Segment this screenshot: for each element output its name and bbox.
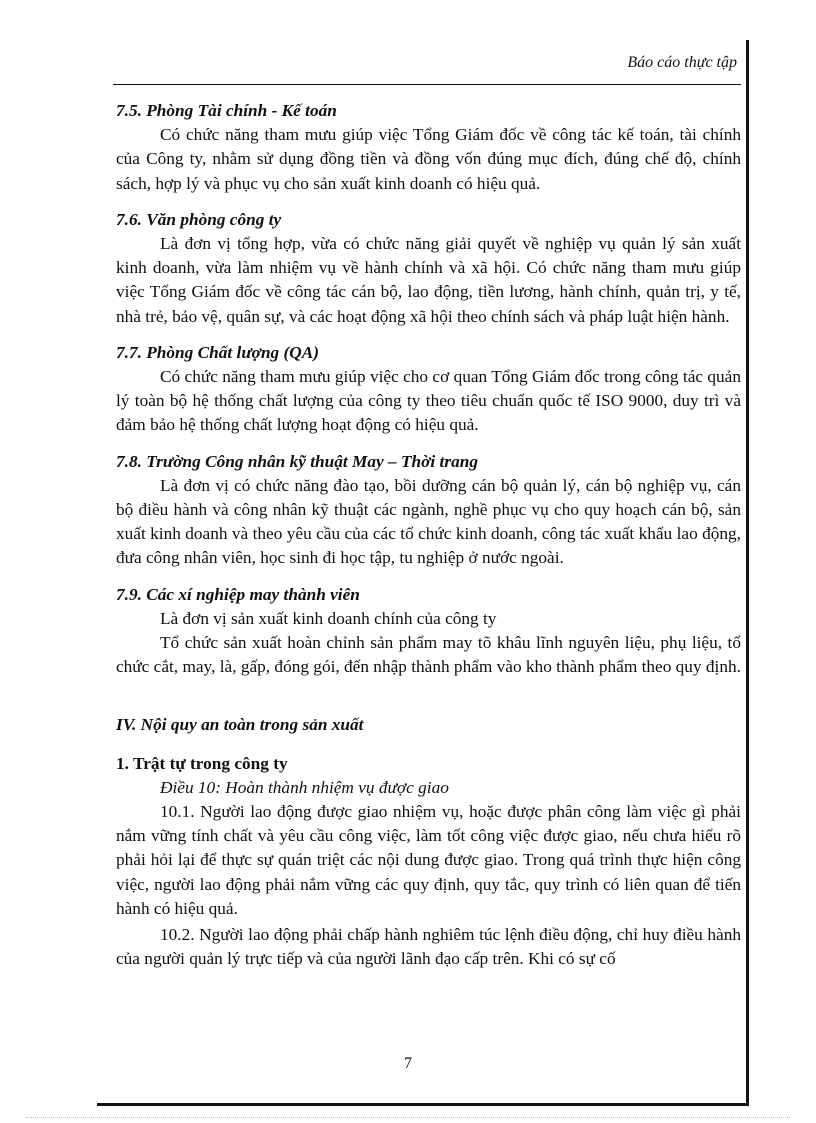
section-7-9-title: 7.9. Các xí nghiệp may thành viên [116,584,360,604]
page-bottom-divider [26,1117,790,1118]
section-7-5-paragraph: Có chức năng tham mưu giúp việc Tổng Giám đốc về công tác kế toán, tài chính của Công ty, nhằm sử dụng đồng tiền và đồng vốn đúng mục đích, đúng chế độ, chính sách, hợp lý và phục vụ cho sản xuất kinh doanh có hiệu quả. [116,125,741,193]
header-title: Báo cáo thực tập [627,54,737,71]
section-7-8-paragraph: Là đơn vị có chức năng đào tạo, bồi dưỡng cán bộ quản lý, cán bộ nghiệp vụ, cán bộ điều hành và công nhân kỹ thuật các ngành, nghề phục vụ cho quy hoạch cán bộ, sản xuất kinh doanh và theo yêu cầu của các tổ chức kinh doanh, công tác xuất khẩu lao động, đưa công nhân viên, học sinh đi học tập, tu nghiệp ở nước ngoài. [116,475,741,568]
page-header [113,50,741,85]
article-10-2-paragraph: 10.2. Người lao động phải chấp hành nghiêm túc lệnh điều động, chỉ huy điều hành của người quản lý trực tiếp và của người lãnh đạo cấp trên. Khi có sự cố [116,925,741,969]
section-7-7-paragraph: Có chức năng tham mưu giúp việc cho cơ quan Tổng Giám đốc trong công tác quản lý toàn bộ hệ thống chất lượng của công ty theo tiêu chuẩn quốc tế ISO 9000, duy trì và đảm bảo hệ thống chất lượng hoạt động có hiệu quả. [116,367,741,435]
article-10-1-paragraph: 10.1. Người lao động được giao nhiệm vụ, hoặc được phân công làm việc gì phải nắm vững tính chất và yêu cầu công việc, làm tốt công việc được giao, nếu chưa hiểu rõ phải hỏi lại để thực sự quán triệt các nội dung được giao. Trong quá trình thực hiện công việc, người lao động phải nắm vững các quy định, quy tắc, quy trình có liên quan để tiến hành có hiệu quả. [116,802,741,918]
section-7-5-title: 7.5. Phòng Tài chính - Kế toán [116,101,337,120]
section-7-9-paragraph-1: Là đơn vị sản xuất kinh doanh chính của công ty [160,608,497,628]
section-7-8-title: 7.8. Trường Công nhân kỹ thuật May – Thời trang [116,451,478,471]
section-7-9-paragraph-2: Tổ chức sản xuất hoàn chỉnh sản phẩm may tõ khâu lĩnh nguyên liệu, phụ liệu, tổ chức cắt, may, là, gấp, đóng gói, đến nhập thành phẩm vào kho thành phẩm theo quy định. [116,633,741,677]
section-7-7-title: 7.7. Phòng Chất lượng (QA) [116,342,320,362]
chapter-iv-title: IV. Nội quy an toàn trong sản xuất [116,715,364,735]
section-7-6-title: 7.6. Văn phòng công ty [116,209,282,229]
section-1-title: 1. Trật tự trong công ty [116,753,288,773]
page-number: 7 [404,1055,412,1072]
document-body [116,99,741,972]
article-10-title: Điều 10: Hoàn thành nhiệm vụ được giao [160,777,449,797]
section-7-6-paragraph: Là đơn vị tổng hợp, vừa có chức năng giải quyết về nghiệp vụ quản lý sản xuất kinh doanh, vừa làm nhiệm vụ về hành chính và xã hội. Có chức năng tham mưu giúp việc Tổng Giám đốc về công tác cán bộ, lao động, tiền lương, hành chính, quản trị, y tế, nhà trẻ, bảo vệ, quân sự, và các hoạt động xã hội theo chính sách và pháp luật hiện hành. [116,234,741,326]
